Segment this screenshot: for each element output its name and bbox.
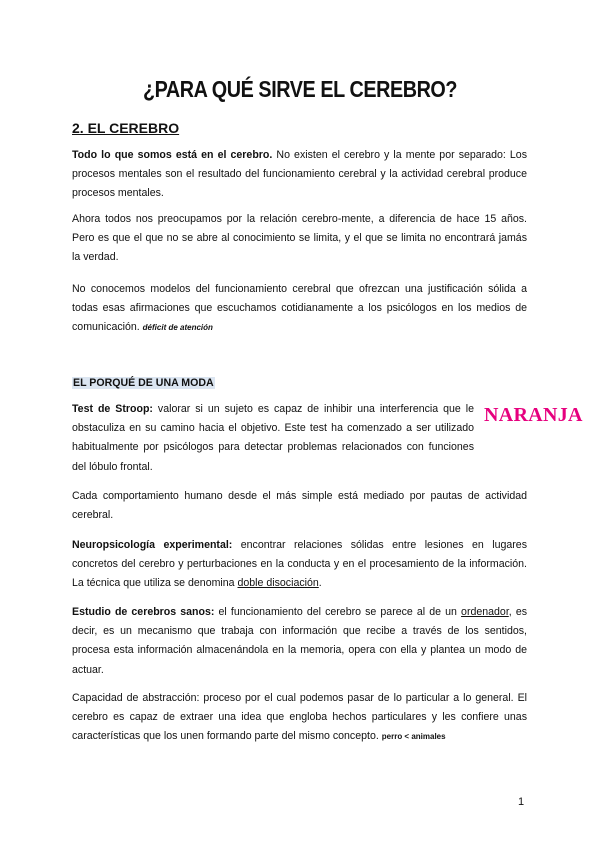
margin-note-deficit: déficit de atención	[142, 323, 213, 333]
paragraph-todo-lo-que-somos	[72, 146, 527, 204]
paragraph-modelos	[72, 280, 527, 338]
bold-lead: Test de Stroop:	[72, 403, 153, 415]
paragraph-text: encontrar relaciones sólidas entre lesiones en lugares concretos del cerebro y perturbaciones en la conducta y en el procesamiento de la información. La técnica que utiliza se denomina	[72, 539, 527, 590]
paragraph-text: , es decir, es un mecanismo que trabaja con información que recibe a través de los sentidos, procesa esta información almacenándola en la memoria, opera con ella y plantea un modo de actuar.	[72, 606, 528, 676]
term-doble-disociacion: doble disociación	[237, 577, 319, 590]
paragraph-text: valorar si un sujeto es capaz de inhibir una interferencia que le obstaculiza en su camino hacia el objetivo. Este test ha comenzado a ser utilizado habitualmente por psicólogos para detectar problemas relacionados con funciones del lóbulo frontal.	[72, 403, 474, 473]
bold-lead: Todo lo que somos está en el cerebro.	[72, 149, 273, 161]
term-ordenador: ordenador	[461, 606, 509, 618]
page-title: ¿PARA QUÉ SIRVE EL CEREBRO?	[142, 76, 458, 102]
paragraph-text: No existen el cerebro y la mente por separado: Los procesos mentales son el resultado del funcionamiento cerebral y la actividad cerebral produce procesos mentales.	[72, 149, 527, 200]
bold-lead: Neuropsicología experimental:	[72, 539, 233, 551]
paragraph-text: el funcionamiento del cerebro se parece al de un	[214, 606, 462, 618]
bold-lead: Estudio de cerebros sanos:	[72, 606, 215, 618]
stroop-example-word: NARANJA	[484, 404, 583, 426]
paragraph-neuropsicologia	[72, 536, 527, 594]
paragraph-relacion-cerebro-mente: Ahora todos nos preocupamos por la relación cerebro-mente, a diferencia de hace 15 años. Pero es que el que no se abre al conocimiento se limita, y el que se limita no encontrará jamás la verdad.	[72, 213, 527, 264]
paragraph-end: .	[318, 577, 322, 590]
section-heading-porque-moda: EL PORQUÉ DE UNA MODA	[73, 377, 214, 389]
paragraph-comportamiento: Cada comportamiento humano desde el más simple está mediado por pautas de actividad cerebral.	[72, 490, 527, 522]
paragraph-abstraccion	[72, 689, 527, 747]
paragraph-text: No conocemos modelos del funcionamiento cerebral que ofrezcan una justificación sólida a todas esas afirmaciones que escuchamos cotidianamente a los psicólogos en los medios de comunicación.	[72, 283, 527, 334]
paragraph-test-stroop	[72, 400, 474, 477]
margin-note-perro: perro < animales	[381, 732, 446, 742]
page-number: 1	[518, 796, 525, 808]
paragraph-cerebros-sanos	[72, 603, 527, 680]
paragraph-text: Capacidad de abstracción: proceso por el cual podemos pasar de lo particular a lo general. El cerebro es capaz de extraer una idea que engloba hechos particulares y les confiere unas características que los unen formando parte del mismo concepto.	[72, 692, 527, 743]
section-heading-el-cerebro: 2. EL CEREBRO	[72, 120, 180, 136]
